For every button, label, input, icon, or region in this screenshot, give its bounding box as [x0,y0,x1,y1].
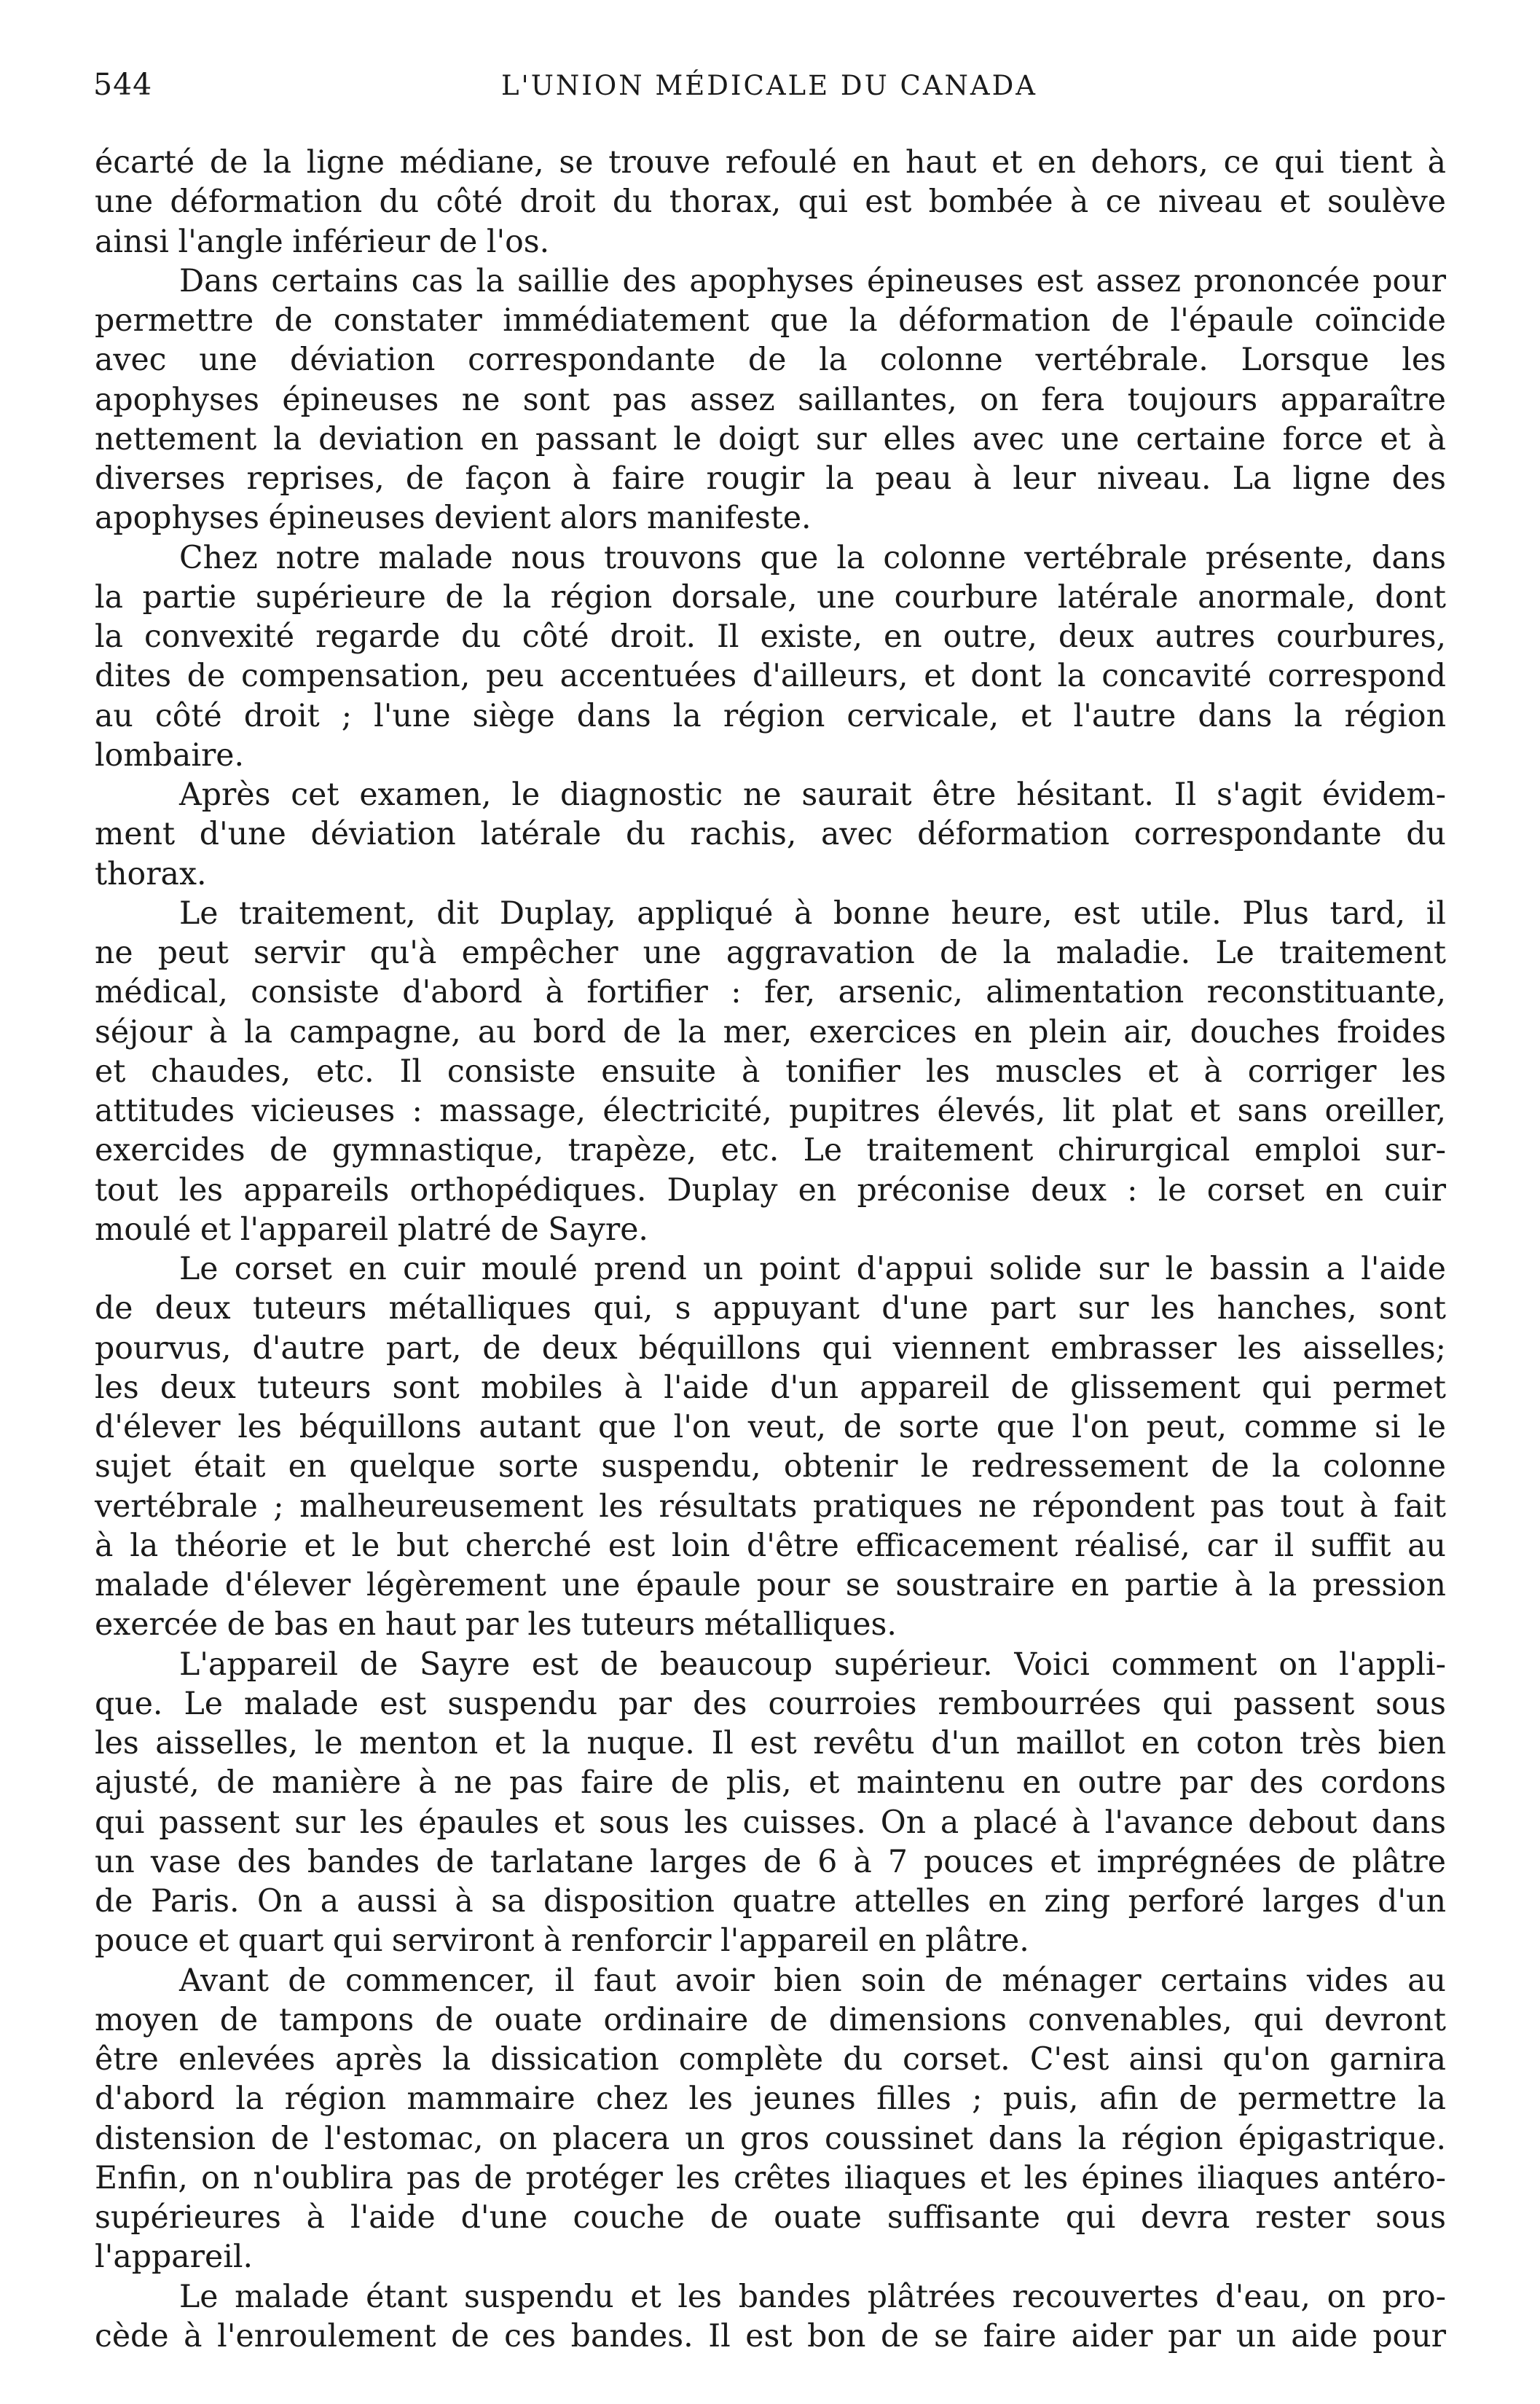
text-line: pourvus, d'autre part, de deux béquillons qui viennent embrasser les aisselles; [95,1329,1446,1367]
text-line: dites de compensation, peu accentuées d'ailleurs, et dont la concavité correspond [95,658,1446,695]
text-line: Chez notre malade nous trouvons que la colonne vertébrale présente, dans [179,539,1446,576]
text-line: vertébrale ; malheureusement les résultats pratiques ne répondent pas tout à fait [95,1488,1446,1525]
text-line: distension de l'estomac, on placera un gros coussinet dans la région épigastrique. [95,2120,1446,2157]
text-line: Le corset en cuir moulé prend un point d'appui solide sur le bassin a l'aide [179,1251,1446,1287]
text-line: pouce et quart qui serviront à renforcir l'appareil en plâtre. [95,1922,1029,1960]
paragraph [95,262,1446,538]
text-line: un vase des bandes de tarlatane larges de 6 à 7 pouces et imprégnées de plâtre [95,1843,1446,1880]
text-line: d'abord la région mammaire chez les jeunes filles ; puis, afin de permettre la [95,2081,1446,2118]
text-line: supérieures à l'aide d'une couche de ouate suffisante qui devra rester sous [95,2199,1446,2236]
text-line: ne peut servir qu'à empêcher une aggravation de la maladie. Le traitement [95,935,1446,971]
text-line: moulé et l'appareil platré de Sayre. [95,1211,648,1248]
paragraph [95,2277,1446,2357]
page-number: 544 [93,67,153,102]
text-line: Après cet examen, le diagnostic ne saurait être hésitant. Il s'agit évidem- [179,777,1446,813]
text-line: à la théorie et le but cherché est loin d'être efficacement réalisé, car il suffit au [95,1527,1446,1564]
text-line: malade d'élever légèrement une épaule pour se soustraire en partie à la pression [95,1567,1446,1603]
paragraph [95,1249,1446,1645]
text-line: ainsi l'angle inférieur de l'os. [95,223,550,260]
text-line: Le traitement, dit Duplay, appliqué à bonne heure, est utile. Plus tard, il [179,895,1446,932]
text-line: sujet était en quelque sorte suspendu, obtenir le redressement de la colonne [95,1448,1446,1485]
text-line: nettement la deviation en passant le doigt sur elles avec une certaine force et à [95,420,1446,457]
text-line: une déformation du côté droit du thorax, qui est bombée à ce niveau et soulève [95,184,1446,221]
paragraph [95,143,1446,262]
text-line: et chaudes, etc. Il consiste ensuite à tonifier les muscles et à corriger les [95,1053,1446,1090]
text-line: Dans certains cas la saillie des apophyses épineuses est assez prononcée pour [179,262,1446,299]
text-line: de deux tuteurs métalliques qui, s appuyant d'une part sur les hanches, sont [95,1290,1446,1327]
paragraph [95,538,1446,776]
text-line: lombaire. [95,736,245,774]
text-line: L'appareil de Sayre est de beaucoup supérieur. Voici comment on l'appli- [179,1646,1446,1683]
text-line: les aisselles, le menton et la nuque. Il est revêtu d'un maillot en coton très bien [95,1725,1446,1761]
text-line: Enfin, on n'oublira pas de protéger les crêtes iliaques et les épines iliaques antéro- [95,2159,1446,2196]
text-line: ment d'une déviation latérale du rachis, avec déformation correspondante du [95,816,1446,853]
paragraph [95,1961,1446,2277]
paragraph [95,894,1446,1249]
text-line: être enlevées après la dissication complète du corset. C'est ainsi qu'on garnira [95,2041,1446,2078]
text-line: apophyses épineuses ne sont pas assez saillantes, on fera toujours apparaître [95,381,1446,418]
text-line: au côté droit ; l'une siège dans la région cervicale, et l'autre dans la région [95,697,1446,734]
text-line: tout les appareils orthopédiques. Duplay en préconise deux : le corset en cuir [95,1171,1446,1209]
text-line: qui passent sur les épaules et sous les cuisses. On a placé à l'avance debout dans [95,1804,1446,1841]
text-line: ajusté, de manière à ne pas faire de plis, et maintenu en outre par des cordons [95,1764,1446,1802]
running-title: L'UNION MÉDICALE DU CANADA [500,70,1038,101]
text-line: diverses reprises, de façon à faire rougir la peau à leur niveau. La ligne des [95,460,1446,497]
text-line: de Paris. On a aussi à sa disposition quatre attelles en zing perforé larges d'un [95,1883,1446,1920]
text-line: cède à l'enroulement de ces bandes. Il est bon de se faire aider par un aide pour [95,2317,1446,2354]
page-header [93,67,1445,118]
paragraph [95,775,1446,894]
text-line: thorax. [95,855,207,892]
text-line: Le malade étant suspendu et les bandes plâtrées recouvertes d'eau, on pro- [179,2278,1446,2315]
text-line: exercides de gymnastique, trapèze, etc. Le traitement chirurgical emploi sur- [95,1132,1446,1169]
text-line: exercée de bas en haut par les tuteurs métalliques. [95,1606,897,1643]
text-line: Avant de commencer, il faut avoir bien soin de ménager certains vides au [179,1962,1446,1999]
text-line: permettre de constater immédiatement que la déformation de l'épaule coïncide [95,302,1446,339]
text-line: l'appareil. [95,2239,254,2276]
paragraph [95,1645,1446,1961]
text-line: avec une déviation correspondante de la colonne vertébrale. Lorsque les [95,342,1446,379]
text-line: la convexité regarde du côté droit. Il existe, en outre, deux autres courbures, [95,618,1446,655]
text-line: d'élever les béquillons autant que l'on veut, de sorte que l'on peut, comme si le [95,1409,1446,1445]
body-text [95,143,1446,2356]
text-line: médical, consiste d'abord à fortifier : fer, arsenic, alimentation reconstituante, [95,974,1446,1011]
text-line: la partie supérieure de la région dorsale, une courbure latérale anormale, dont [95,578,1446,616]
text-line: moyen de tampons de ouate ordinaire de dimensions convenables, qui devront [95,2001,1446,2038]
text-line: apophyses épineuses devient alors manifeste. [95,500,812,537]
text-line: attitudes vicieuses : massage, électricité, pupitres élevés, lit plat et sans oreiller, [95,1093,1446,1129]
text-line: les deux tuteurs sont mobiles à l'aide d'un appareil de glissement qui permet [95,1369,1446,1406]
text-line: que. Le malade est suspendu par des courroies rembourrées qui passent sous [95,1685,1446,1722]
text-line: écarté de la ligne médiane, se trouve refoulé en haut et en dehors, ce qui tient à [95,144,1446,181]
text-line: séjour à la campagne, au bord de la mer, exercices en plein air, douches froides [95,1013,1446,1050]
